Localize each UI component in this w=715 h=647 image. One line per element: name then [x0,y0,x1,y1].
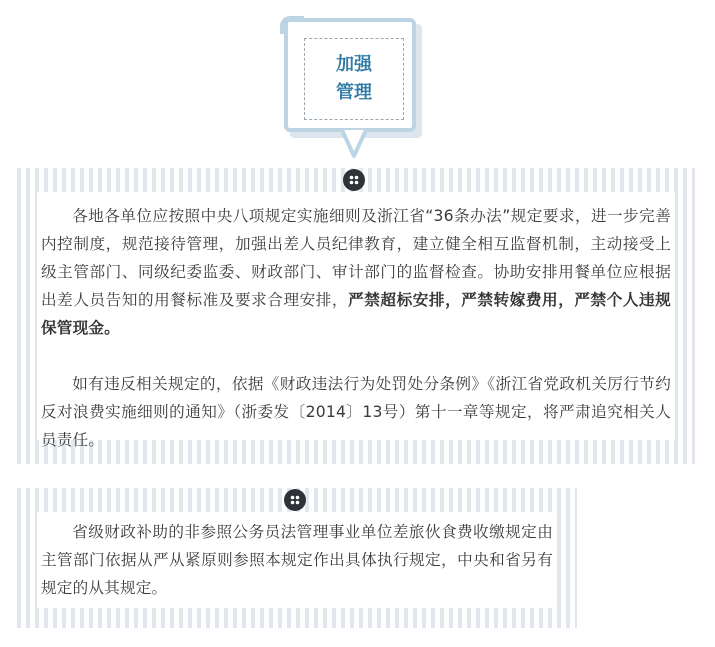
badge-pointer-icon [340,130,370,160]
paragraph-3: 省级财政补助的非参照公务员法管理事业单位差旅伙食费收缴规定由主管部门依据从严从紧原则参照本规定作出具体执行规定，中央和省另有规定的从其规定。 [41,523,553,597]
heading-badge [280,16,432,161]
panel-2-text [41,518,553,602]
paragraph-1-emphasis: 严禁超标安排，严禁转嫁费用，严禁个人违规保管现金。 [41,291,671,337]
dots-icon [343,169,365,191]
paragraph-1 [41,202,671,342]
dots-icon [284,489,306,511]
content-panel-2 [17,488,577,628]
paragraph-2: 如有违反相关规定的，依据《财政违法行为处罚处分条例》《浙江省党政机关厉行节约反对浪费实施细则的通知》（浙委发〔2014〕13号）第十一章等规定，将严肃追究相关人员责任。 [41,375,671,449]
badge-frame [284,18,416,132]
paragraph-1-text: 各地各单位应按照中央八项规定实施细则及浙江省“36条办法”规定要求，进一步完善内控制度，规范接待管理，加强出差人员纪律教育，建立健全相互监督机制，主动接受上级主管部门、同级纪委监委、财政部门、审计部门的监督检查。协助安排用餐单位应根据出差人员告知的用餐标准及要求合理安排， [41,207,671,309]
panel-1-text [41,202,671,454]
content-panel-1 [17,168,695,464]
section-title: 加强管理 [336,54,372,103]
badge-inner-frame [304,38,404,120]
badge-curl-decoration [280,16,304,34]
